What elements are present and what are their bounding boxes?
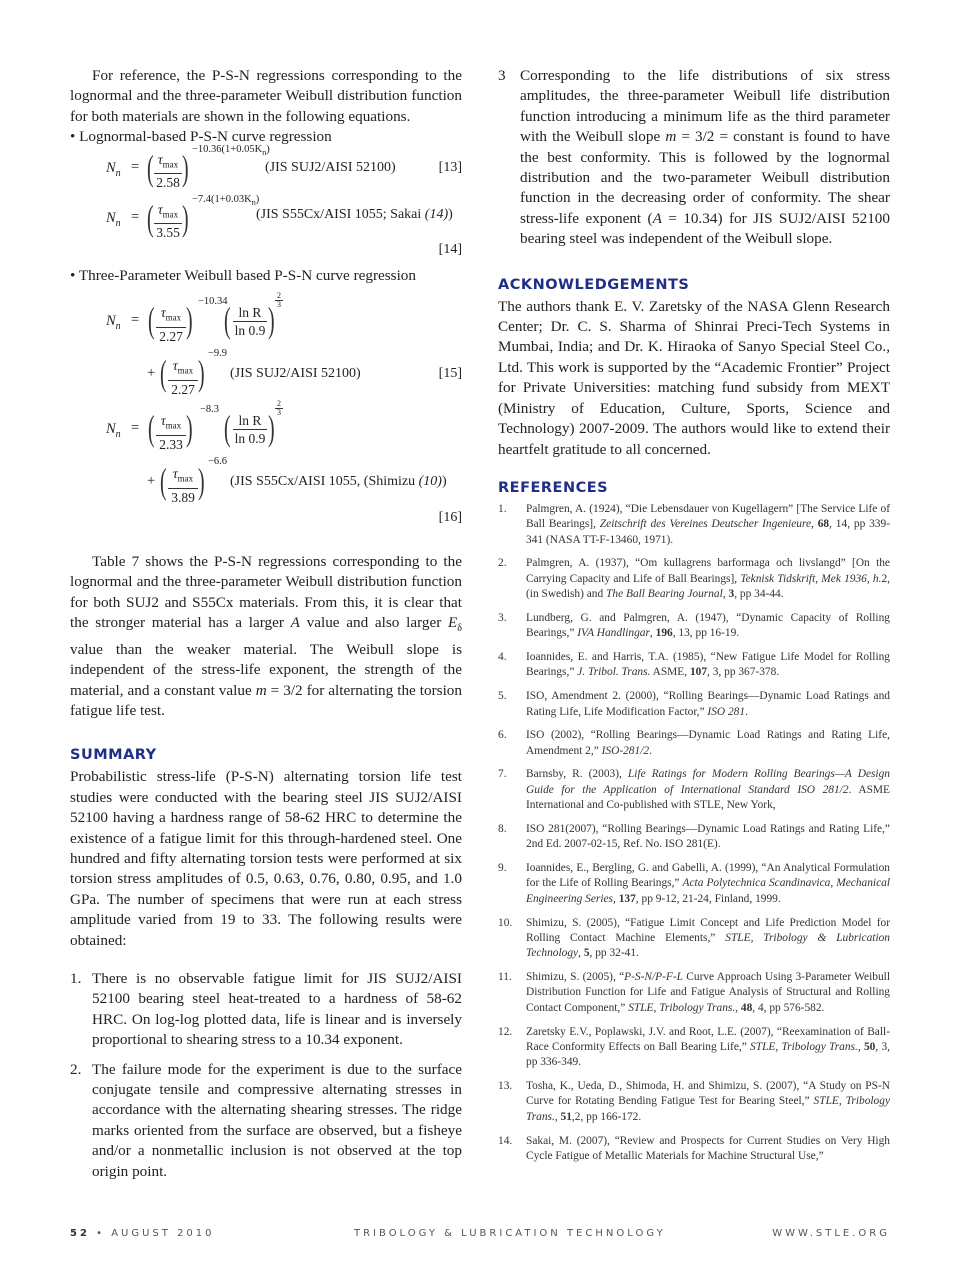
references-list (498, 502, 890, 1164)
eq14-number: [14] (438, 241, 462, 257)
eq14-label: (JIS S55Cx/AISI 1055; Sakai (14)) (256, 206, 453, 222)
reference-item: 8. ISO 281(2007), “Rolling Bearings—Dynamic Load Ratings and Rating Life,” 2nd Ed. 2007-02-15, Ref. No. ISO 281(E). (498, 822, 890, 851)
intro-paragraph: For reference, the P-S-N regressions corresponding to the lognormal and the three-parameter Weibull distribution function for both materials are shown in the following equations. (70, 67, 462, 125)
reference-item: 6. ISO (2002), “Rolling Bearings—Dynamic Load Ratings and Rating Life, Amendment 2,” ISO-281/2. (498, 729, 890, 757)
reference-item: 10. Shimizu, S. (2005), “Fatigue Limit Concept and Life Prediction Model for Rolling Contact Machine Elements,” STLE, Tribology & Lubrication Technology, 5, pp 32-41. (498, 916, 890, 960)
reference-item: 12. Zaretsky E.V., Poplawski, J.V. and Root, L.E. (2007), “Reexamination of Ball-Race Conformity Effects on Ball Bearing Life,” STLE, Tribology Trans., 50, 3, pp 336-349. (498, 1025, 890, 1069)
equation-13: $N_n$ = ( $\tau_{max}$ 2.58 ) $-10.36(1+0.05K_n)$ (JIS SUJ2/AISI 52100) [13] (106, 143, 462, 191)
result-item-1: 1. There is no observable fatigue limit for JIS SUJ2/AISI 52100 bearing steel heat-treated to a hardness of 58-62 HRC. On log-log plotted data, life is linear and is inversely proportional to shearing stress to a 10.34 exponent. (70, 969, 462, 1049)
lognormal-bullet: • Lognormal-based P-S-N curve regression (70, 128, 332, 146)
acknowledgements-heading: ACKNOWLEDGEMENTS (498, 276, 690, 293)
references-heading: REFERENCES (498, 479, 609, 496)
reference-item: 14. Sakai, M. (2007), “Review and Prospects for Current Studies on Very High Cycle Fatigue of Metallic Materials for Machine Structural Use,” (498, 1134, 890, 1162)
table7-paragraph: Table 7 shows the P-S-N regressions corresponding to the lognormal and the three-parameter Weibull distribution function for both SUJ2 and S55Cx materials. From this, it is clear that the stronger material has a larger A value and also larger $E_\delta$ value than the weaker material. The Weibull slope is independent of the stress-life exponent, the strength of the material, and a constant value m = 3/2 for alternating the torsion fatigue life test. (70, 553, 463, 719)
left-column (70, 66, 462, 1182)
eq15-label: (JIS SUJ2/AISI 52100) (230, 366, 361, 382)
eq16-number: [16] (438, 510, 462, 526)
reference-item: 4. Ioannides, E. and Harris, T.A. (1985), “New Fatigue Life Model for Rolling Bearings,” J. Tribol. Trans. ASME, 107, 3, pp 367-378. (498, 651, 890, 679)
reference-item: 3. Lundberg, G. and Palmgren, A. (1947), “Dynamic Capacity of Rolling Bearings,” IVA Handlingar, 196, 13, pp 16-19. (498, 611, 890, 640)
issue-date: AUGUST 2010 (111, 1228, 215, 1239)
reference-item: 7. Barnsby, R. (2003), Life Ratings for Modern Rolling Bearings—A Design Guide for the Application of International Standard ISO 281/2. ASME International and Co-published with STLE, New York, (498, 768, 891, 812)
results-list-continued (498, 66, 890, 250)
page-footer: 52 • AUGUST 2010 TRIBOLOGY & LUBRICATION TECHNOLOGY WWW.STLE.ORG (70, 1228, 890, 1239)
reference-item: 9. Ioannides, E., Bergling, G. and Gabelli, A. (1999), “An Analytical Formulation for the Life of Rolling Bearings,” Acta Polytechnica Scandinavica, Mechanical Engineering Series, 137, pp 9-12, 21-24, Finland, 1999. (498, 862, 890, 905)
journal-name: TRIBOLOGY & LUBRICATION TECHNOLOGY (354, 1228, 666, 1239)
weibull-bullet: • Three-Parameter Weibull based P-S-N curve regression (70, 266, 416, 284)
reference-item: 2. Palmgren, A. (1937), “Om kullagrens barformaga och livslangd” [On the Carrying Capacity and Life of Ball Bearings], Teknisk Tidskrift, Mek 1936, h.2, (in Swedish) and The Ball Bearing Journal, 3, pp 34-44. (498, 557, 890, 601)
reference-item: 1. Palmgren, A. (1924), “Die Lebensdauer von Kugellagern” [The Service Life of Ball Bearings], Zeitschrift des Vereines Deutscher Ingenieure, 68, 14, pp 339-341 (NASA TT-F-13460, 1971). (498, 502, 890, 546)
page-number: 52 (70, 1228, 90, 1239)
eq15-number: [15] (438, 366, 462, 382)
results-list (70, 969, 462, 1182)
eq13-label: (JIS SUJ2/AISI 52100) (265, 159, 396, 175)
eq13-number: [13] (438, 159, 462, 175)
website-url: WWW.STLE.ORG (772, 1228, 890, 1239)
reference-item: 5. ISO, Amendment 2. (2000), “Rolling Bearings—Dynamic Load Ratings and Rating Life, Life Modification Factor,” ISO 281. (498, 690, 890, 718)
result-item-3: 3 Corresponding to the life distributions of six stress amplitudes, the three-parameter Weibull life distribution function introducing a minimum life as the third parameter with the Weibull slope m = 3/2 = constant is found to have the best conformity. This is followed by the lognormal distribution and the two-parameter Weibull distribution function in the decreasing order of conformity. The shear stress-life exponent (A = 10.34) for JIS SUJ2/AISI 52100 bearing steel was independent of the Weibull slope. (498, 67, 890, 248)
summary-paragraph: Probabilistic stress-life (P-S-N) alternating torsion life test studies were conducted with the bearing steel JIS SUJ2/AISI 52100 having a hardness range of 58-62 HRC to determine the existence of a fatigue limit for this through-hardened steel. One hundred and fifty alternating torsion tests were performed at six torsion stress amplitudes of 0.5, 0.63, 0.76, 0.80, 0.95, and 1.0 GPa. The number of specimens that were run at each stress amplitude varied from 19 to 33. The following results were obtained: (70, 768, 462, 949)
equation-14: $N_n$ = ( $\tau_{max}$ 3.55 ) $-7.4(1+0.03K_n)$ (JIS S55Cx/AISI 1055; Sakai (14)) [14] (106, 193, 462, 257)
result-item-2: 2. The failure mode for the experiment is due to the surface conjugate tensile and compressive alternating stresses in accordance with the alternating shearing stresses. The ridge marks oriented from the surface are observed, but a fisheye and/or a nonmetallic inclusion is not observed at the top origin point. (70, 1060, 462, 1180)
reference-item: 13. Tosha, K., Ueda, D., Shimoda, H. and Shimizu, S. (2007), “A Study on PS-N Curve for Rotating Bending Fatigue Test for Bearing Steel,” STLE, Tribology Trans., 51,2, pp 166-172. (498, 1080, 890, 1123)
reference-item: 11. Shimizu, S. (2005), “P-S-N/P-F-L Curve Approach Using 3-Parameter Weibull Distribution Function for Life and Fatigue Analysis of Structural and Rolling Contact Component,” STLE, Tribology Trans., 48, 4, pp 576-582. (498, 971, 890, 1014)
equation-16: $N_n$ = ( $\tau_{max}$ 2.33 ) −8.3 ( $\frac{\text{ln R}}{\ln 0.9}$ ) $\frac{2}{3}$ + ( $\tau_{max}$ 3.89 ) −6.6 (JIS S55Cx/AISI 1055, (Shimizu (10)) [16] (106, 399, 462, 526)
summary-heading: SUMMARY (70, 747, 157, 764)
acknowledgements-paragraph: The authors thank E. V. Zaretsky of the NASA Glenn Research Center; Dr. C. S. Sharma of Shinrai Preci-Tech Systems in Mumbai, India; and Dr. K. Hiraoka of Sanyo Special Steel Co., Ltd. This work is supported by the “Academic Frontier” Project for Private Universities: matching fund subsidy from MEXT (Ministry of Education, Culture, Sports, Science and Technology) 2007-2009. The authors would like to extend their heartfelt gratitude to all concerned. (498, 297, 890, 458)
right-column (498, 66, 890, 1173)
eq16-label: (JIS S55Cx/AISI 1055, (Shimizu (10)) (230, 474, 447, 490)
equation-15: $N_n$ = ( $\tau_{max}$ 2.27 ) −10.34 ( $\frac{\text{ln R}}{\ln 0.9}$ ) $\frac{2}{3}$ + ( $\tau_{max}$ 2.27 ) −9.9 (JIS SUJ2/AISI 52100) [15] (106, 291, 462, 397)
